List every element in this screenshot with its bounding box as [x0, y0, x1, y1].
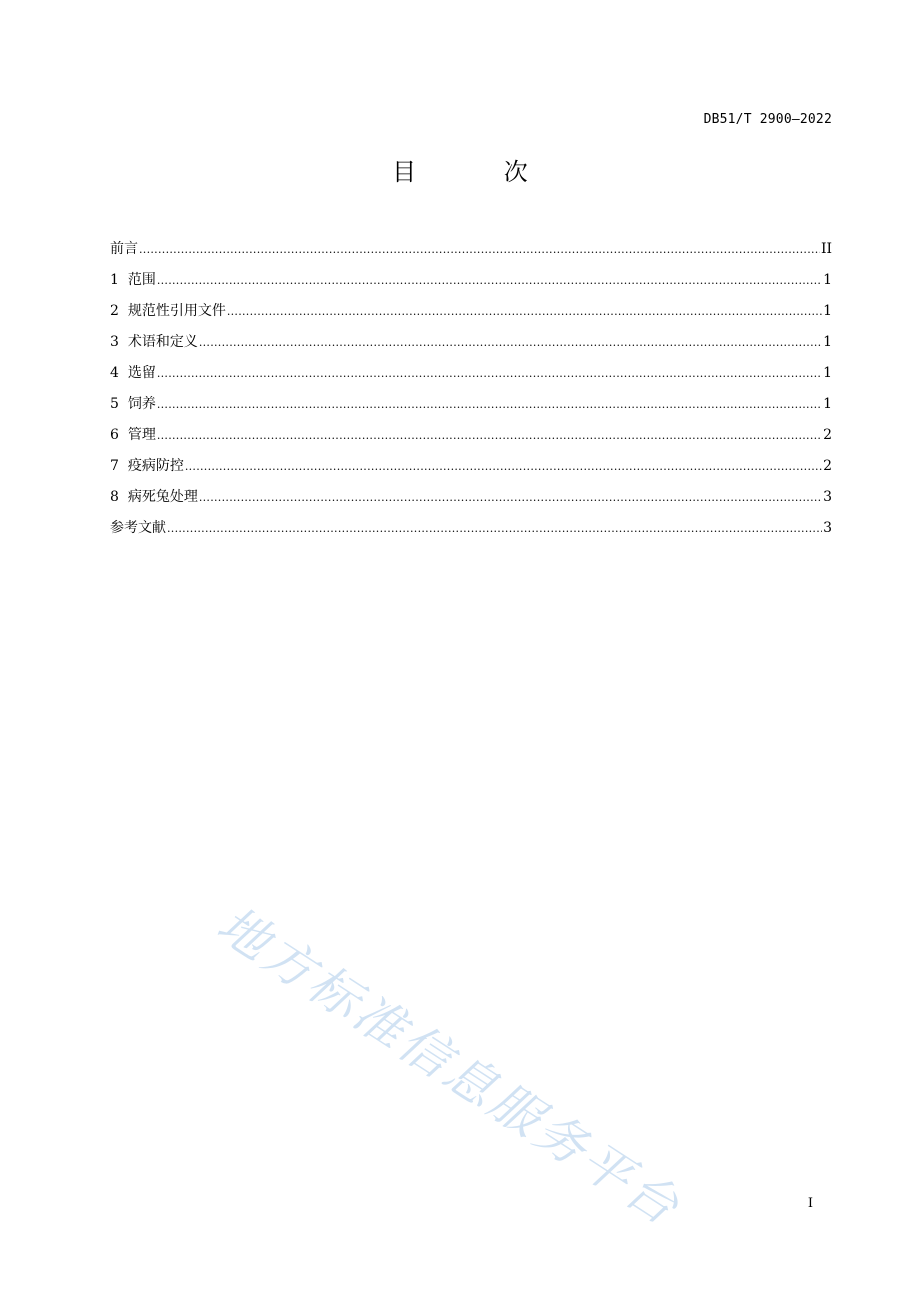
toc-entry-label: 饲养	[127, 396, 156, 412]
toc-entry-selection[interactable]	[110, 360, 832, 391]
toc-entry-label: 范围	[127, 272, 156, 288]
toc-dot-leader	[157, 268, 822, 294]
watermark: 地方标准信息服务平台	[207, 895, 692, 1238]
toc-entry-page: 1	[823, 272, 832, 288]
toc-entry-number: 4	[110, 365, 119, 381]
toc-dot-leader	[157, 361, 822, 387]
page-number: I	[807, 1196, 813, 1211]
document-code: DB51/T 2900—2022	[703, 112, 832, 127]
toc-entry-label: 病死兔处理	[127, 489, 198, 505]
toc-entry-feeding[interactable]	[110, 391, 832, 422]
toc-dot-leader	[199, 330, 822, 356]
toc-entry-page: 1	[823, 303, 832, 319]
toc-entry-label: 规范性引用文件	[127, 303, 226, 319]
toc-entry-page: 1	[823, 396, 832, 412]
toc-dot-leader	[185, 454, 822, 480]
toc-entry-number: 8	[110, 489, 119, 505]
toc-dot-leader	[157, 392, 822, 418]
toc-entry-number: 3	[110, 334, 119, 350]
toc-entry-disease-control[interactable]	[110, 453, 832, 484]
toc-entry-bibliography[interactable]	[110, 515, 832, 546]
toc-entry-number: 7	[110, 458, 119, 474]
toc-entry-page: 3	[823, 489, 832, 505]
toc-entry-scope[interactable]	[110, 267, 832, 298]
toc-entry-label: 术语和定义	[127, 334, 198, 350]
toc-entry-label: 前言	[110, 241, 138, 257]
toc-entry-number: 2	[110, 303, 119, 319]
toc-entry-management[interactable]	[110, 422, 832, 453]
toc-entry-foreword[interactable]	[110, 236, 832, 267]
toc-entry-normative-references[interactable]	[110, 298, 832, 329]
toc-entry-number: 1	[110, 272, 119, 288]
page-title: 目 次	[392, 158, 568, 186]
toc-entry-page: 1	[823, 334, 832, 350]
toc-entry-number: 5	[110, 396, 119, 412]
toc-dot-leader	[227, 299, 822, 325]
toc-entry-page: II	[820, 241, 832, 257]
toc-entry-terms-definitions[interactable]	[110, 329, 832, 360]
toc-dot-leader	[199, 485, 822, 511]
toc-dot-leader	[167, 516, 822, 542]
toc-entry-label: 疫病防控	[127, 458, 184, 474]
toc-entry-page: 1	[823, 365, 832, 381]
toc-dot-leader	[139, 237, 820, 263]
table-of-contents	[110, 236, 832, 546]
toc-entry-page: 3	[823, 520, 832, 536]
toc-entry-page: 2	[823, 458, 832, 474]
toc-entry-number: 6	[110, 427, 119, 443]
toc-entry-dead-rabbit-disposal[interactable]	[110, 484, 832, 515]
toc-entry-page: 2	[823, 427, 832, 443]
toc-entry-label: 管理	[127, 427, 156, 443]
toc-entry-label: 选留	[127, 365, 156, 381]
toc-dot-leader	[157, 423, 822, 449]
toc-entry-label: 参考文献	[110, 520, 166, 536]
